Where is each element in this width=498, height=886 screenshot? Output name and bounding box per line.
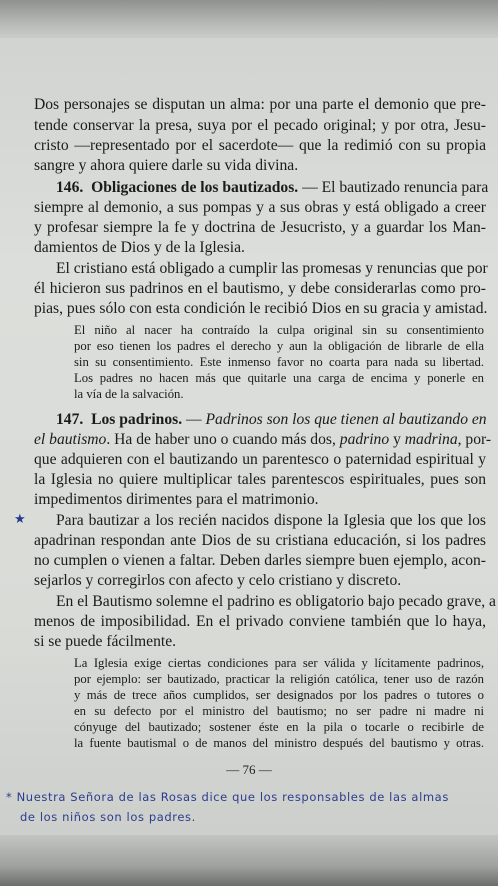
text-line: que adquieren con el bautizando un parentesco o paternidad espiritual y: [34, 451, 486, 468]
text-line: la Iglesia no quiere multiplicar tales parentescos espirituales, pues son: [34, 471, 486, 488]
handwritten-asterisk-icon: ★: [14, 512, 26, 527]
note-line: por ejemplo: ser bautizado, practicar la religión católica, tener uso de razón: [74, 672, 484, 686]
text-line: sejarlos y corregirlos con afecto y celo cristiano y discreto.: [34, 572, 402, 589]
text-line: sangre y ahora quiere darle su vida divina.: [34, 157, 299, 174]
text-line: impedimentos dirimentes para el matrimonio.: [34, 491, 319, 508]
text-line: En el Bautismo solemne el padrino es obligatorio bajo pecado grave, a: [56, 593, 496, 610]
section-heading-line: [56, 178, 489, 198]
text-line: pias, pues sólo con esta condición le recibió Dios en su gracia y amistad.: [34, 300, 488, 317]
note-line: la fuente bautismal o de manos del ministro después del bautismo y otras.: [74, 736, 484, 750]
note-line: La Iglesia exige ciertas condiciones para ser válida y lícitamente padrinos,: [74, 656, 484, 670]
text-line: Dos personajes se disputan un alma: por una parte el demonio que pre-: [34, 96, 486, 113]
text-run: . Ha de haber uno o cuando más dos,: [106, 431, 336, 448]
handwritten-note-line: * Nuestra Señora de las Rosas dice que los responsables de las almas: [6, 790, 449, 804]
handwritten-note-line: de los niños son los padres.: [20, 810, 196, 824]
text-line: apadrinan respondan ante Dios de su cristiana educación, si los padres: [34, 532, 486, 549]
text-line: si se puede fácilmente.: [34, 633, 177, 650]
note-line: El niño al nacer ha contraído la culpa original sin su consentimiento: [74, 323, 484, 337]
italic-run: madrina: [404, 431, 458, 448]
text-run: —: [186, 411, 202, 428]
text-line: él hicieron sus padrinos en el bautismo, y debe considerarlas como pro-: [34, 280, 486, 297]
page-number: — 76 —: [226, 762, 272, 777]
page-top-shadow: [0, 0, 498, 38]
text-line: [34, 430, 492, 450]
text-run: — El bautizado renuncia para: [302, 179, 489, 196]
note-line: y más de trece años cumplidos, ser designados por los padres o tutores o: [74, 688, 484, 702]
note-line: sin su consentimiento. Este inmenso favor no coarta para nada su libertad.: [74, 355, 484, 369]
definition-italic: Padrinos son los que tienen al bautizando en: [205, 411, 487, 428]
section-number: 147.: [56, 411, 84, 428]
section-title: Obligaciones de los bautizados.: [91, 179, 299, 196]
text-line: no cumplen o vienen a faltar. Deben darles siempre buen ejemplo, acon-: [34, 552, 486, 569]
italic-run: el bautismo: [34, 431, 107, 448]
note-line: la vía de la salvación.: [74, 387, 184, 401]
text-line: Para bautizar a los recién nacidos dispone la Iglesia que los que los: [56, 512, 486, 529]
note-line: Los padres no hacen más que quitarle una carga de encima y ponerle en: [74, 371, 484, 385]
note-line: por eso tienen los padres el derecho y aun la obligación de librarle de ella: [74, 339, 484, 353]
text-line: cristo —representado por el sacerdote— que la redimió con su propia: [34, 137, 486, 154]
text-line: y profesar siempre la fe y doctrina de Jesucristo, y a guardar los Man-: [34, 219, 486, 236]
text-line: siempre al demonio, a sus pompas y a sus obras y está obligado a creer: [34, 199, 486, 216]
text-line: tende conservar la presa, suya por el pecado original; y por otra, Jesu-: [34, 117, 486, 134]
section-number: 146.: [56, 179, 84, 196]
text-line: menos de imposibilidad. En el privado conviene también que lo haya,: [34, 613, 486, 630]
note-line: cónyuge del bautizado; sostener éste en la pila o tocarle o recibirle de: [74, 720, 484, 734]
section-heading-line: [56, 410, 486, 430]
italic-run: padrino: [339, 431, 390, 448]
page-bottom-shadow: [0, 835, 498, 886]
text-line: damientos de Dios y de la Iglesia.: [34, 239, 245, 256]
text-line: El cristiano está obligado a cumplir las promesas y renuncias que por: [56, 260, 488, 277]
note-line: en su defecto por el ministro del bautismo; no ser padre ni madre ni: [74, 704, 484, 718]
text-run: y: [393, 431, 401, 448]
section-title: Los padrinos.: [91, 411, 183, 428]
text-run: , por-: [457, 431, 492, 448]
